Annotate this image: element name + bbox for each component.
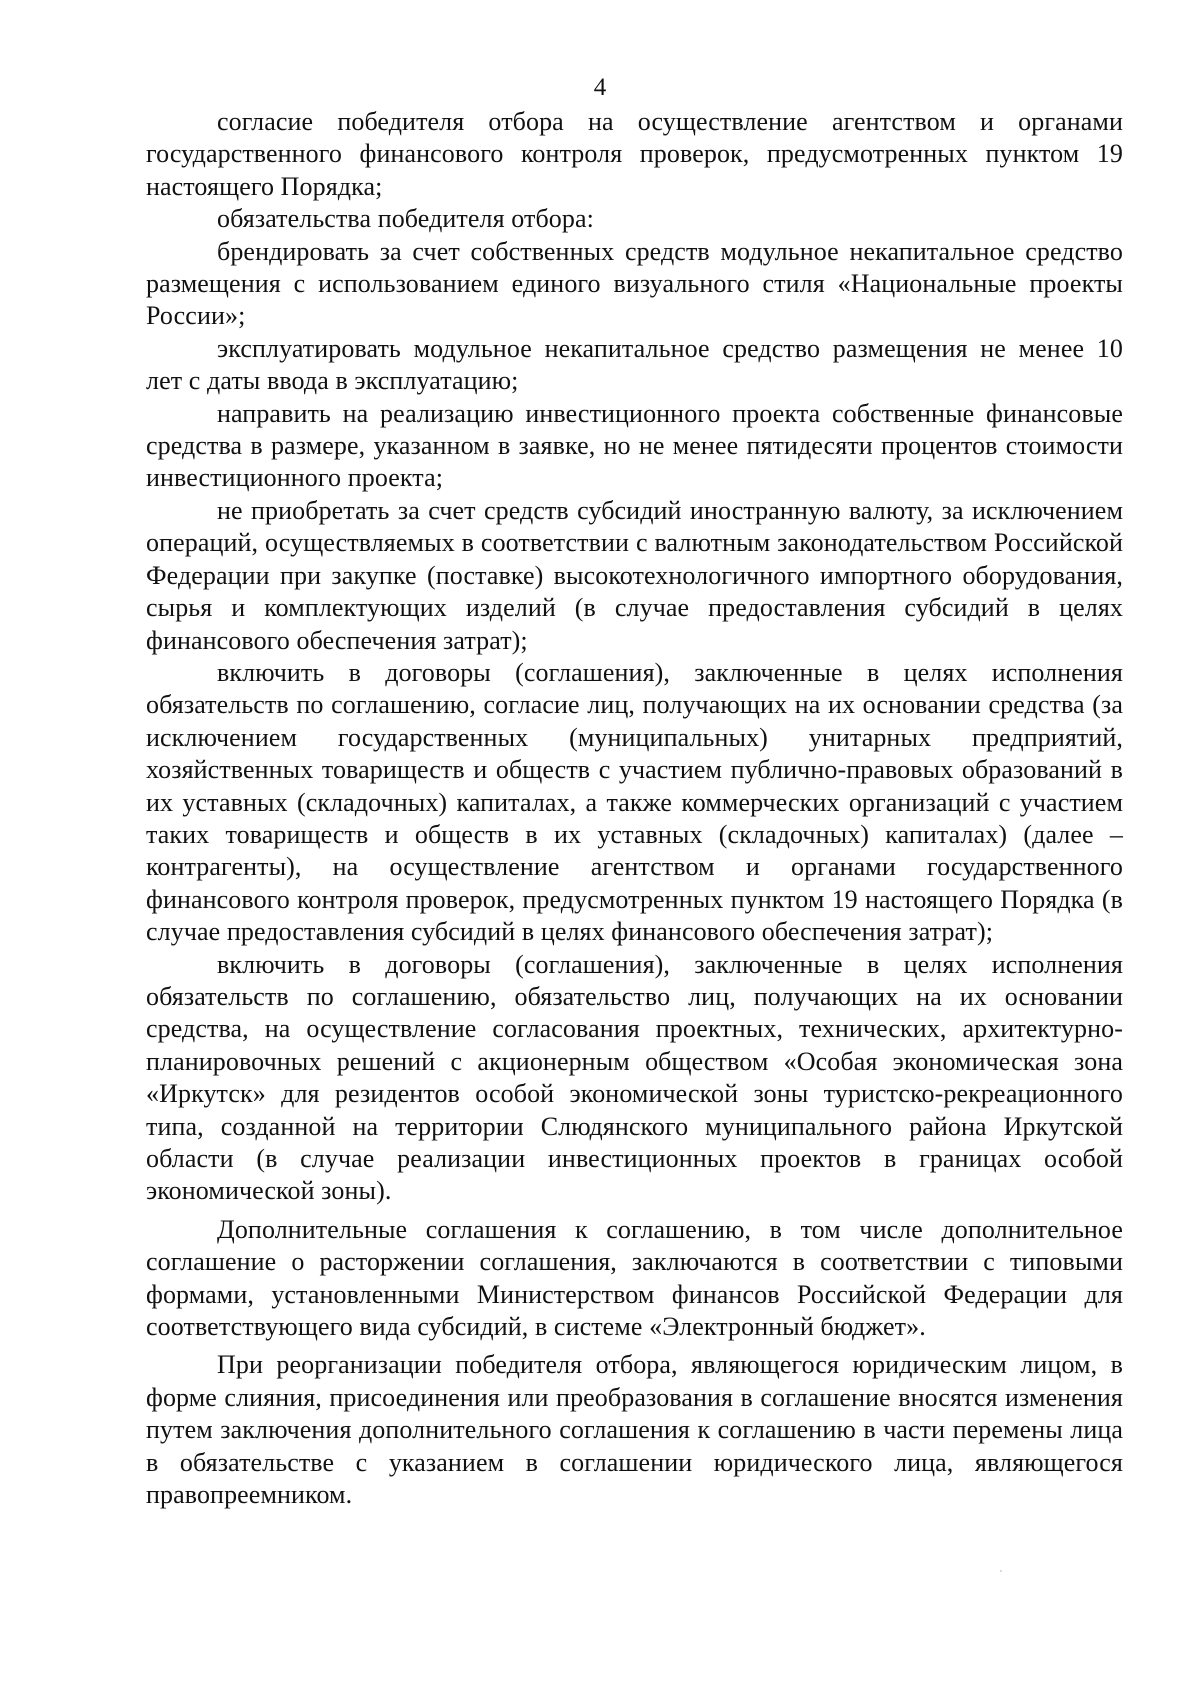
paragraph-reorganization: При реорганизации победителя отбора, являющегося юридическим лицом, в форме слияния, присоединения или преобразования в соглашение вносятся изменения путем заключения дополнительного соглашения к соглашению в части перемены лица в обязательстве с указанием в соглашении юридического лица, являющегося правопреемником. [146, 1350, 1123, 1510]
paragraph-design-approval: включить в договоры (соглашения), заключенные в целях исполнения обязательств по соглашению, обязательство лиц, получающих на их основании средства, на осуществление согласования проектных, технических, архитектурно-планировочных решений с акционерным обществом «Особая экономическая зона «Иркутск» для резидентов особой экономической зоны туристско-рекреационного типа, созданной на территории Слюдянского муниципального района Иркутской области (в случае реализации инвестиционных проектов в границах особой экономической зоны). [146, 949, 1123, 1206]
page-number: 4 [593, 74, 607, 101]
paragraph-currency-restriction: не приобретать за счет средств субсидий иностранную валюту, за исключением операций, осуществляемых в соответствии с валютным законодательством Российской Федерации при закупке (поставке) высокотехнологичного импортного оборудования, сырья и комплектующих изделий (в случае предоставления субсидий в целях финансового обеспечения затрат); [146, 495, 1123, 655]
document-body [146, 106, 1123, 1511]
paragraph-additional-agreements: Дополнительные соглашения к соглашению, в том числе дополнительное соглашение о расторжении соглашения, заключаются в соответствии с типовыми формами, установленными Министерством финансов Российской Федерации для соответствующего вида субсидий, в системе «Электронный бюджет». [146, 1214, 1123, 1342]
scan-speck [1000, 1570, 1002, 1572]
paragraph-contractor-consent: включить в договоры (соглашения), заключенные в целях исполнения обязательств по соглашению, согласие лиц, получающих на их основании средства (за исключением государственных (муниципальных) унитарных предприятий, хозяйственных товариществ и обществ с участием публично-правовых образований в их уставных (складочных) капиталах, а также коммерческих организаций с участием таких товариществ и обществ в их уставных (складочных) капиталах) (далее – контрагенты), на осуществление агентством и органами государственного финансового контроля проверок, предусмотренных пунктом 19 настоящего Порядка (в случае предоставления субсидий в целях финансового обеспечения затрат); [146, 657, 1123, 947]
paragraph-obligations-heading: обязательства победителя отбора: [217, 204, 594, 234]
paragraph-consent-inspections: согласие победителя отбора на осуществление агентством и органами государственного финансового контроля проверок, предусмотренных пунктом 19 настоящего Порядка; [146, 107, 1123, 201]
paragraph-own-funds: направить на реализацию инвестиционного проекта собственные финансовые средства в размере, указанном в заявке, но не менее пятидесяти процентов стоимости инвестиционного проекта; [146, 398, 1123, 493]
paragraph-branding: брендировать за счет собственных средств модульное некапитальное средство размещения с использованием единого визуального стиля «Национальные проекты России»; [146, 236, 1123, 331]
paragraph-operation-term: эксплуатировать модульное некапитальное средство размещения не менее 10 лет с даты ввода в эксплуатацию; [146, 333, 1123, 396]
